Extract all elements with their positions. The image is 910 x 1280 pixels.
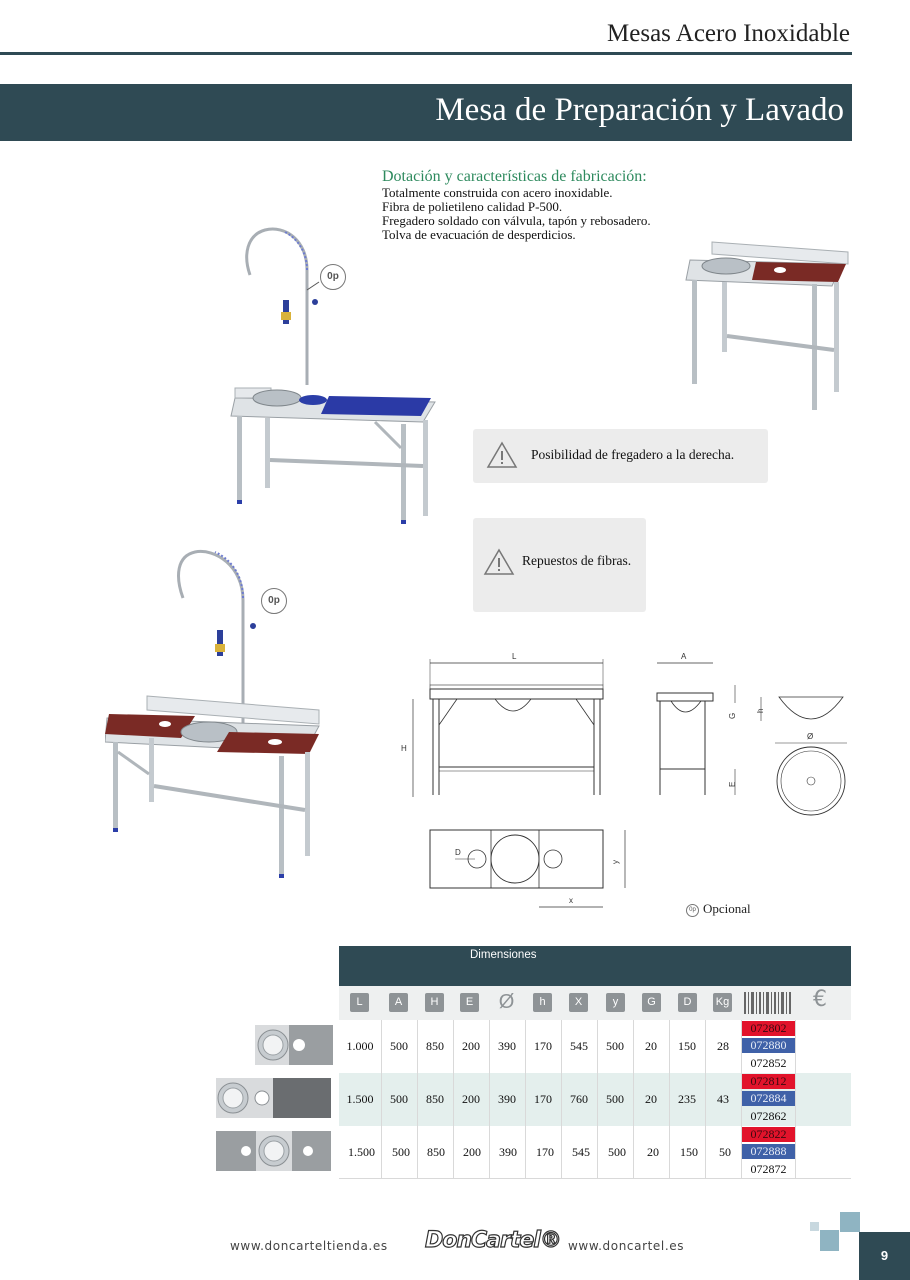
note-spare-fibers-text: Repuestos de fibras. bbox=[522, 553, 632, 568]
note-sink-right-text: Posibilidad de fregadero a la derecha. bbox=[531, 447, 735, 462]
table-row bbox=[339, 1126, 851, 1179]
label-h: h bbox=[756, 708, 765, 713]
cell-D: 150 bbox=[678, 1039, 696, 1053]
product-code: 072822 bbox=[742, 1127, 795, 1142]
cell-diameter: 390 bbox=[499, 1145, 517, 1159]
cell-y: 500 bbox=[606, 1092, 624, 1106]
table-row bbox=[339, 1020, 851, 1073]
optional-badge bbox=[320, 264, 346, 290]
cell-A: 500 bbox=[392, 1145, 410, 1159]
dimensions-title: Dimensiones bbox=[470, 949, 537, 961]
header-Kg: Kg bbox=[713, 993, 732, 1012]
cell-L: 1.500 bbox=[348, 1145, 375, 1159]
product-code: 072852 bbox=[750, 1056, 787, 1070]
header-H: H bbox=[425, 993, 444, 1012]
optional-badge bbox=[261, 588, 287, 614]
label-diameter: Ø bbox=[807, 732, 814, 741]
header-A: A bbox=[389, 993, 408, 1012]
label-L: L bbox=[512, 652, 517, 661]
decor-square bbox=[840, 1212, 860, 1232]
table-header-icons bbox=[339, 986, 851, 1020]
cell-h: 170 bbox=[534, 1039, 552, 1053]
features-heading: Dotación y características de fabricación: bbox=[382, 168, 647, 185]
cell-L: 1.500 bbox=[346, 1092, 374, 1106]
euro-icon: € bbox=[813, 987, 827, 1012]
header-diameter: Ø bbox=[498, 991, 515, 1013]
note-sink-right bbox=[473, 429, 768, 483]
optional-badge-label: 0p bbox=[327, 271, 339, 282]
cell-X: 760 bbox=[570, 1092, 588, 1106]
cell-diameter: 390 bbox=[498, 1039, 516, 1053]
header-divider bbox=[0, 52, 852, 55]
row-thumbnail bbox=[255, 1025, 333, 1065]
row-thumbnail bbox=[216, 1078, 331, 1118]
dimensions-header bbox=[339, 946, 851, 986]
cell-X: 545 bbox=[572, 1145, 590, 1159]
product-code: 072888 bbox=[742, 1144, 795, 1159]
table-row bbox=[339, 1073, 851, 1126]
cell-Kg: 28 bbox=[717, 1039, 729, 1053]
cell-G: 20 bbox=[645, 1092, 657, 1106]
product-code: 072862 bbox=[750, 1109, 787, 1123]
cell-H: 850 bbox=[426, 1039, 444, 1053]
note-spare-fibers bbox=[473, 518, 646, 612]
cell-H: 850 bbox=[427, 1145, 445, 1159]
cell-Kg: 50 bbox=[719, 1145, 731, 1159]
cell-G: 20 bbox=[647, 1145, 659, 1159]
footer-logo: DonCartel® bbox=[425, 1228, 561, 1253]
cell-D: 150 bbox=[680, 1145, 698, 1159]
product-code: 072880 bbox=[742, 1038, 795, 1053]
optional-legend bbox=[686, 901, 751, 917]
red-board-table-illustration bbox=[682, 238, 850, 416]
label-x: x bbox=[569, 896, 573, 905]
header-L: L bbox=[350, 993, 369, 1012]
cell-y: 500 bbox=[608, 1145, 626, 1159]
header-E: E bbox=[460, 993, 479, 1012]
title-banner bbox=[0, 84, 852, 141]
cell-X: 545 bbox=[570, 1039, 588, 1053]
label-E: E bbox=[728, 781, 737, 787]
product-code: 072872 bbox=[750, 1162, 787, 1176]
page-number-box bbox=[859, 1232, 910, 1280]
label-G: G bbox=[728, 712, 737, 719]
header-G: G bbox=[642, 993, 661, 1012]
cell-L: 1.000 bbox=[346, 1039, 374, 1053]
warning-icon bbox=[483, 548, 515, 576]
footer-url-shop[interactable]: www.doncarteltienda.es bbox=[230, 1239, 388, 1253]
product-code: 072884 bbox=[742, 1091, 795, 1106]
cell-E: 200 bbox=[462, 1092, 480, 1106]
header-X: X bbox=[569, 993, 588, 1012]
header-D: D bbox=[678, 993, 697, 1012]
cell-h: 170 bbox=[536, 1145, 554, 1159]
label-y: y bbox=[611, 860, 620, 864]
cell-y: 500 bbox=[606, 1039, 624, 1053]
optional-icon: 0p bbox=[686, 904, 699, 917]
feature-line: Fibra de polietileno calidad P-500. bbox=[382, 199, 563, 214]
table-bottom-rule bbox=[339, 1178, 851, 1179]
label-A: A bbox=[681, 652, 687, 661]
product-code: 072812 bbox=[742, 1074, 795, 1089]
row-thumbnail bbox=[216, 1131, 331, 1171]
feature-line: Fregadero soldado con válvula, tapón y rebosadero. bbox=[382, 213, 651, 228]
features-block bbox=[382, 168, 842, 242]
decor-square bbox=[810, 1222, 819, 1231]
optional-label: Opcional bbox=[703, 901, 751, 916]
header-y: y bbox=[606, 993, 625, 1012]
cell-A: 500 bbox=[390, 1039, 408, 1053]
feature-line: Tolva de evacuación de desperdicios. bbox=[382, 227, 576, 242]
cell-E: 200 bbox=[463, 1145, 481, 1159]
header-h: h bbox=[533, 993, 552, 1012]
cell-D: 235 bbox=[678, 1092, 696, 1106]
warning-icon bbox=[486, 441, 518, 469]
label-H: H bbox=[401, 744, 407, 753]
page-number: 9 bbox=[880, 1248, 889, 1263]
double-board-table-illustration bbox=[105, 538, 325, 883]
feature-line: Totalmente construida con acero inoxidable. bbox=[382, 185, 613, 200]
cell-Kg: 43 bbox=[717, 1092, 729, 1106]
cell-diameter: 390 bbox=[498, 1092, 516, 1106]
decor-square bbox=[820, 1230, 839, 1251]
technical-drawing bbox=[395, 645, 855, 915]
cell-H: 850 bbox=[426, 1092, 444, 1106]
cell-G: 20 bbox=[645, 1039, 657, 1053]
page-title: Mesa de Preparación y Lavado bbox=[435, 92, 844, 128]
header-title: Mesas Acero Inoxidable bbox=[607, 20, 850, 47]
cell-E: 200 bbox=[462, 1039, 480, 1053]
cell-A: 500 bbox=[390, 1092, 408, 1106]
footer-url-main[interactable]: www.doncartel.es bbox=[568, 1239, 685, 1253]
optional-badge-label: 0p bbox=[268, 595, 280, 606]
cell-h: 170 bbox=[534, 1092, 552, 1106]
label-D: D bbox=[455, 848, 461, 857]
product-code: 072802 bbox=[742, 1021, 795, 1036]
barcode-icon bbox=[743, 991, 793, 1015]
